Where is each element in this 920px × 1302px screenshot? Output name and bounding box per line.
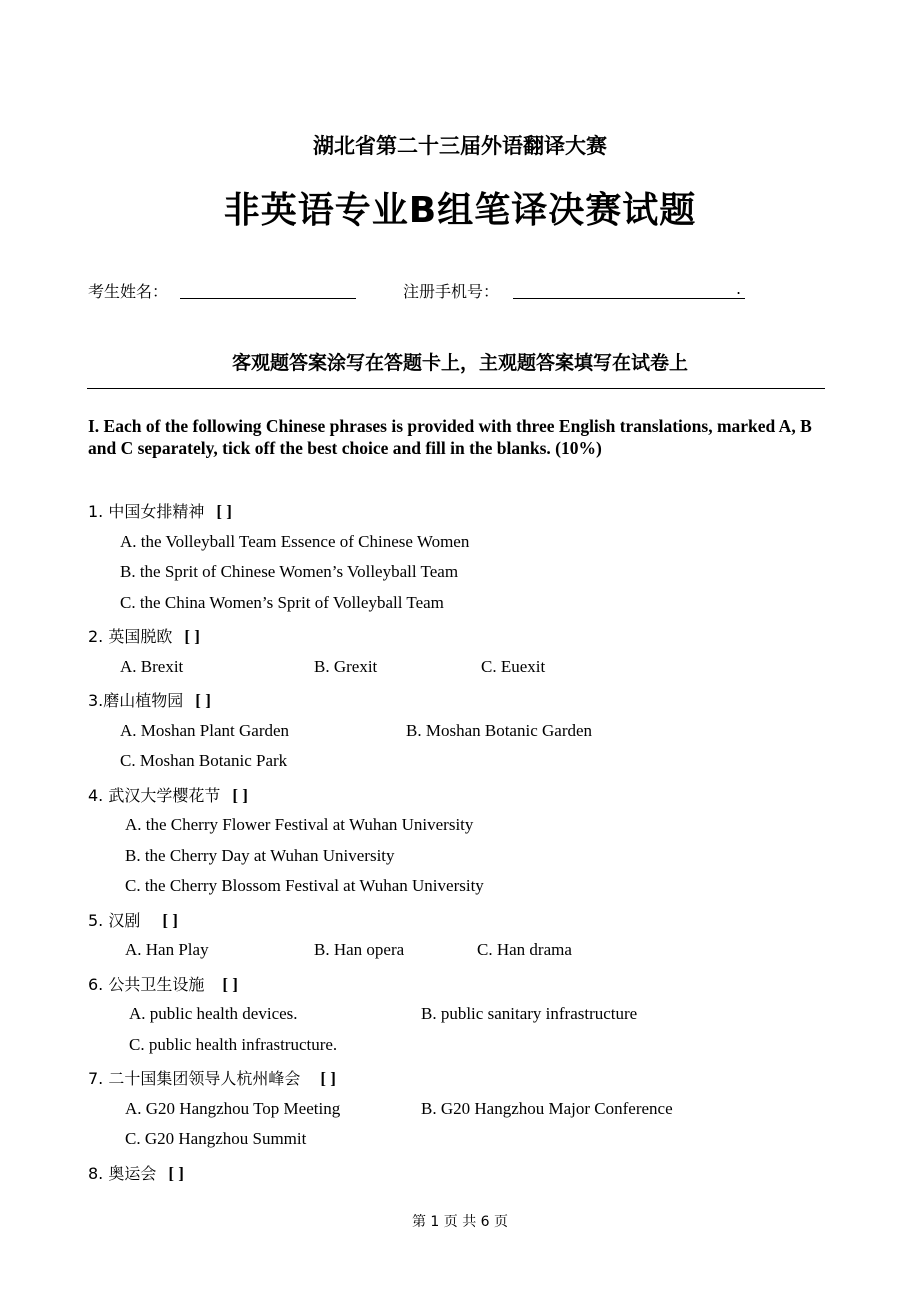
name-label: 考生姓名：: [88, 282, 169, 301]
question-label: 4. 武汉大学樱花节: [88, 786, 221, 805]
answer-bracket[interactable]: [ ]: [168, 1164, 184, 1183]
question-label: 1. 中国女排精神: [88, 502, 205, 521]
divider: [87, 388, 825, 389]
question-label: 8. 奥运会: [88, 1164, 157, 1183]
question-label: 6. 公共卫生设施: [88, 975, 205, 994]
q4-option-a[interactable]: A. the Cherry Flower Festival at Wuhan University: [125, 815, 474, 834]
page-footer: 第 1 页 共 6 页: [411, 1214, 509, 1230]
answer-bracket[interactable]: [ ]: [232, 786, 248, 805]
q5-option-b[interactable]: B. Han opera: [314, 940, 405, 959]
q1-option-b[interactable]: B. the Sprit of Chinese Women’s Volleyball Team: [120, 562, 459, 581]
q7-option-c[interactable]: C. G20 Hangzhou Summit: [125, 1129, 307, 1148]
answer-bracket[interactable]: [ ]: [162, 911, 178, 930]
answer-bracket[interactable]: [ ]: [216, 502, 232, 521]
q5-option-c[interactable]: C. Han drama: [477, 940, 572, 959]
question-2: [88, 624, 200, 647]
question-8: [88, 1161, 184, 1184]
q6-option-b[interactable]: B. public sanitary infrastructure: [421, 1004, 638, 1023]
q5-option-a[interactable]: A. Han Play: [125, 940, 209, 959]
question-label: 5. 汉剧: [88, 911, 141, 930]
answer-bracket[interactable]: [ ]: [184, 627, 200, 646]
answer-bracket[interactable]: [ ]: [320, 1069, 336, 1088]
question-1: [88, 499, 232, 522]
q3-option-c[interactable]: C. Moshan Botanic Park: [120, 751, 288, 770]
answer-bracket[interactable]: [ ]: [195, 691, 211, 710]
q2-option-a[interactable]: A. Brexit: [120, 657, 184, 676]
q3-option-a[interactable]: A. Moshan Plant Garden: [120, 721, 290, 740]
phone-label: 注册手机号：: [403, 282, 500, 301]
question-5: [88, 908, 178, 931]
q6-option-c[interactable]: C. public health infrastructure.: [129, 1035, 338, 1054]
q7-option-a[interactable]: A. G20 Hangzhou Top Meeting: [125, 1099, 341, 1118]
answer-bracket[interactable]: [ ]: [222, 975, 238, 994]
q4-option-b[interactable]: B. the Cherry Day at Wuhan University: [125, 846, 395, 865]
q1-option-a[interactable]: A. the Volleyball Team Essence of Chinese Women: [120, 532, 470, 551]
q2-option-c[interactable]: C. Euexit: [481, 657, 546, 676]
q6-option-a[interactable]: A. public health devices.: [129, 1004, 298, 1023]
q2-option-b[interactable]: B. Grexit: [314, 657, 378, 676]
question-7: [88, 1066, 336, 1089]
phone-end-mark: .: [736, 279, 742, 298]
section-instruction: I. Each of the following Chinese phrases is provided with three English translations, marked A, B and C separately, tick off the best choice and fill in the blanks. (10%): [88, 416, 812, 458]
q3-option-b[interactable]: B. Moshan Botanic Garden: [406, 721, 593, 740]
q1-option-c[interactable]: C. the China Women’s Sprit of Volleyball Team: [120, 593, 444, 612]
name-blank[interactable]: [180, 298, 356, 299]
question-3: [88, 688, 211, 711]
q7-option-b[interactable]: B. G20 Hangzhou Major Conference: [421, 1099, 673, 1118]
phone-blank[interactable]: [513, 298, 745, 299]
contest-title: 湖北省第二十三届外语翻译大赛: [313, 134, 607, 158]
question-6: [88, 972, 238, 995]
question-4: [88, 783, 248, 806]
exam-title: 非英语专业B组笔译决赛试题: [223, 190, 697, 231]
question-label: 7. 二十国集团领导人杭州峰会: [88, 1069, 301, 1088]
question-label: 2. 英国脱欧: [88, 627, 173, 646]
q4-option-c[interactable]: C. the Cherry Blossom Festival at Wuhan University: [125, 876, 484, 895]
question-label: 3.磨山植物园: [88, 691, 184, 710]
answer-notice: 客观题答案涂写在答题卡上，主观题答案填写在试卷上: [231, 352, 688, 374]
